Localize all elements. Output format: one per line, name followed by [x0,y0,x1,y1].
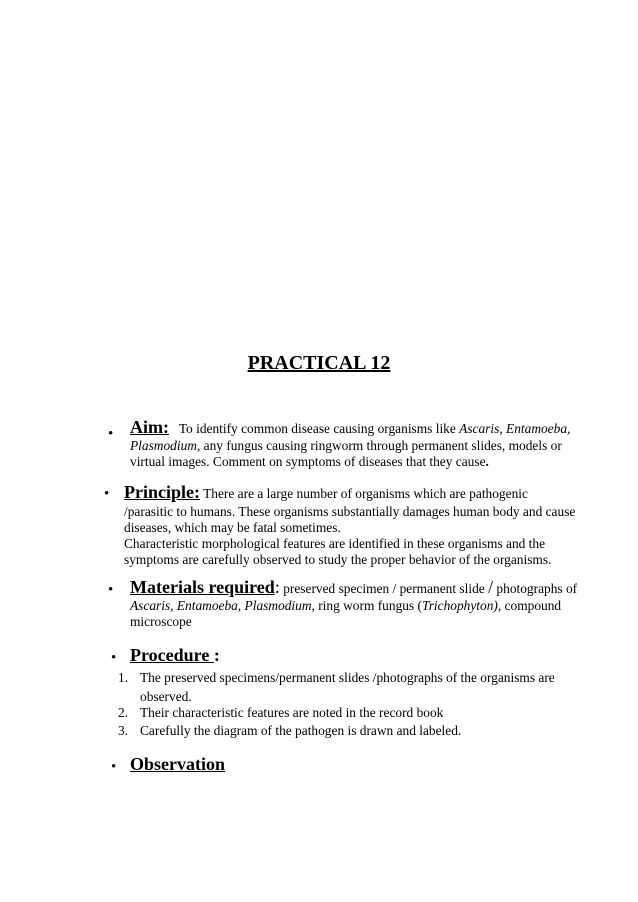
procedure-step-1-text-a: The preserved specimens/permanent slides /photographs of the organisms are [140,670,555,685]
materials-slash: / [488,577,494,597]
procedure-step-1-text-b: observed. [140,689,192,704]
materials-colon: : [274,577,280,597]
bullet-principle: • [104,486,110,502]
materials-text-1b: photographs of [493,581,578,596]
bullet-aim: • [108,426,114,442]
procedure-step-1 [118,670,128,686]
aim-heading: Aim: [130,417,169,437]
principle-text-2: /parasitic to humans. These organisms substantially damages human body and cause [124,504,576,519]
principle-text-1: There are a large number of organisms which are pathogenic [203,486,528,501]
principle-text-5: symptoms are carefully observed to study the proper behavior of the organisms. [124,552,552,567]
materials-section [130,579,577,597]
observation-section [130,756,225,774]
materials-text-2a: Ascaris, Entamoeba, Plasmodium [130,598,312,613]
principle-section [124,484,528,502]
procedure-section [130,647,220,665]
aim-text-2a: Plasmodium [130,438,197,453]
materials-text-1a: preserved specimen / permanent slide [283,581,489,596]
principle-text-4: Characteristic morphological features are identified in these organisms and the [124,536,546,551]
materials-text-2d: compound [501,598,562,613]
bullet-materials: • [108,582,114,598]
aim-text-1a: To identify common disease causing organisms like [178,421,460,436]
materials-text-2b: , ring worm fungus ( [311,598,422,613]
procedure-heading: Procedure [130,645,214,665]
principle-heading: Principle: [124,482,200,502]
aim-text-2b: , any fungus causing ringworm through permanent slides, models or [196,438,562,453]
step-number-1: 1. [118,670,129,685]
aim-section [130,419,570,437]
step-number-2: 2. [118,705,129,720]
procedure-step-3-text: Carefully the diagram of the pathogen is drawn and labeled. [140,723,462,738]
materials-text-2c: Trichophyton), [421,598,502,613]
principle-text-3: diseases, which may be fatal sometimes. [124,520,341,535]
aim-text-1b: Ascaris, Entamoeba, [459,421,571,436]
bullet-procedure: • [111,650,117,666]
materials-text-3: microscope [130,614,192,629]
materials-heading: Materials required [130,577,275,597]
page-title: PRACTICAL 12 [247,352,391,374]
procedure-step-2-text: Their characteristic features are noted in the record book [140,705,444,720]
bullet-observation: • [111,759,117,775]
aim-text-3a: virtual images. Comment on symptoms of diseases that they cause [130,454,486,469]
procedure-colon: : [213,645,220,665]
aim-text-3b: . [485,454,489,469]
step-number-3: 3. [118,723,129,738]
observation-heading: Observation [130,754,226,774]
